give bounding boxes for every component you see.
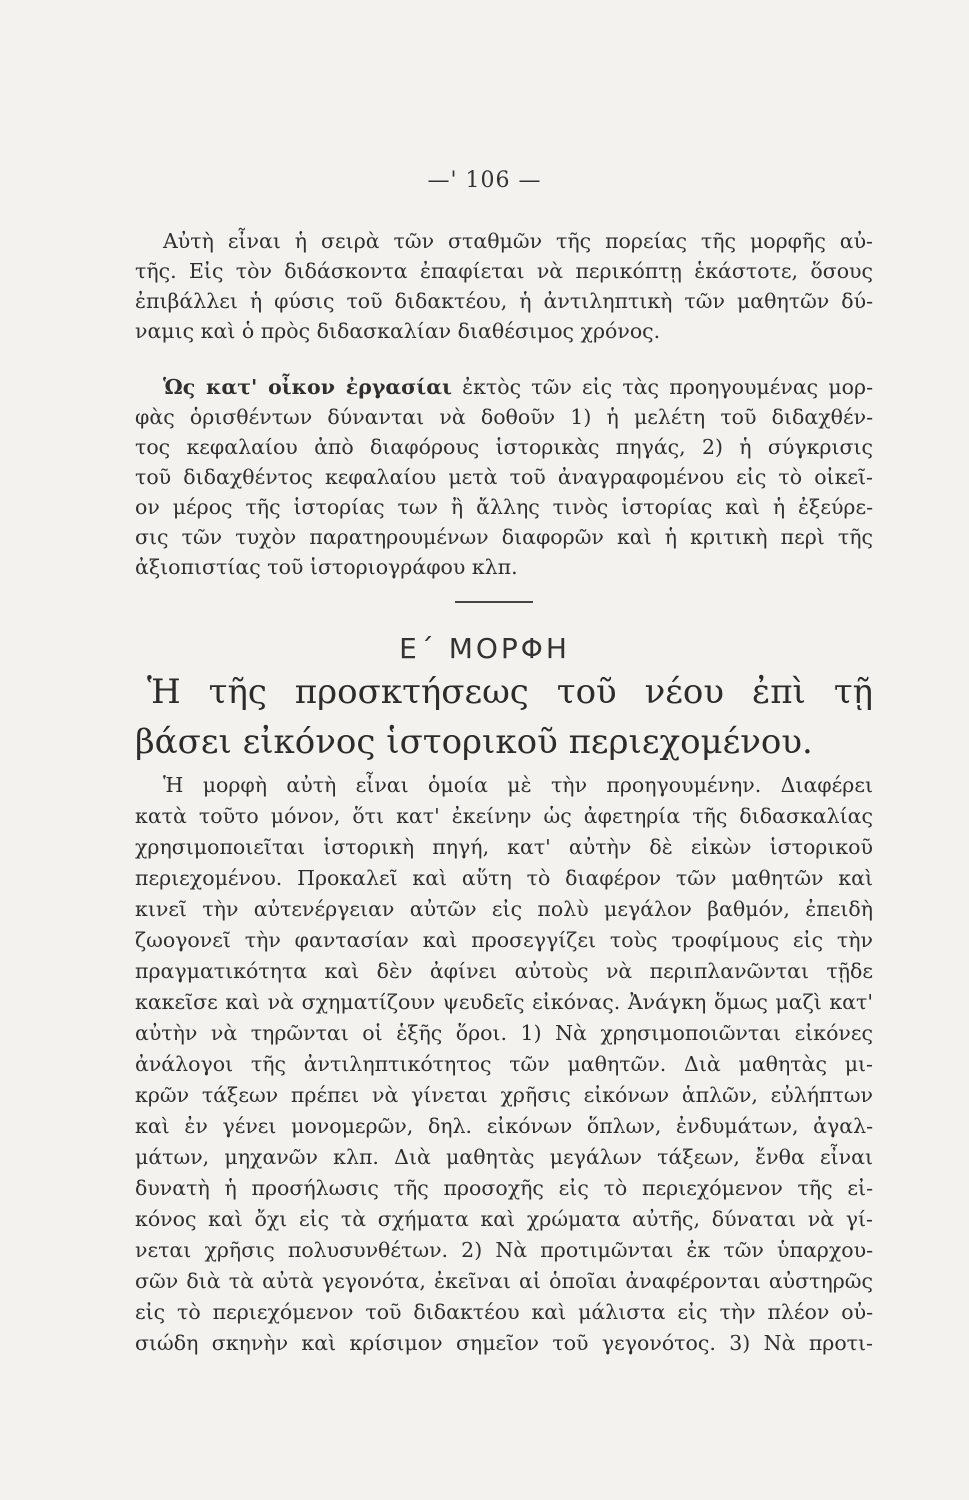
section-title-line-2: βάσει εἰκόνος ἱστορικοῦ περιεχομένου. — [135, 722, 813, 762]
text-line: κόνος καὶ ὄχι εἰς τὰ σχήματα καὶ χρώματα αὐτῆς, δύναται νὰ γί- — [135, 1207, 873, 1231]
text-line: ἀνάλογοι τῆς ἀντιληπτικότητος τῶν μαθητῶν. Διὰ μαθητὰς μι- — [135, 1052, 873, 1076]
text-line: τῆς. Εἰς τὸν διδάσκοντα ἐπαφίεται νὰ περικόπτῃ ἑκάστοτε, ὅσους — [135, 259, 873, 283]
text-line: τος κεφαλαίου ἀπὸ διαφόρους ἱστορικὰς πηγάς, 2) ἡ σύγκρισις — [135, 435, 873, 459]
text-line: κακεῖσε καὶ νὰ σχηματίζουν ψευδεῖς εἰκόνας. Ἀνάγκη ὅμως μαζὶ κατ' — [135, 990, 873, 1014]
text-line: αὐτὴν νὰ τηρῶνται οἱ ἑξῆς ὅροι. 1) Νὰ χρησιμοποιῶνται εἰκόνες — [135, 1021, 873, 1045]
text-line: σῶν διὰ τὰ αὐτὰ γεγονότα, ἐκεῖναι αἱ ὁποῖαι ἀναφέρονται αὐστηρῶς — [135, 1269, 873, 1293]
text-line — [135, 372, 873, 402]
divider-rule — [455, 601, 533, 603]
text-line: περιεχομένου. Προκαλεῖ καὶ αὕτη τὸ διαφέρον τῶν μαθητῶν καὶ — [135, 866, 873, 890]
section-heading: Ε΄ ΜΟΡΦΗ — [399, 632, 570, 665]
text-line: Ἡ μορφὴ αὐτὴ εἶναι ὁμοία μὲ τὴν προηγουμένην. Διαφέρει — [163, 773, 873, 797]
text-line: ζωογονεῖ τὴν φαντασίαν καὶ προσεγγίζει τοὺς τροφίμους εἰς τὴν — [135, 928, 873, 952]
text-line: σις τῶν τυχὸν παρατηρουμένων διαφορῶν καὶ ἡ κριτικὴ περὶ τῆς — [135, 525, 873, 549]
text-line: τοῦ διδαχθέντος κεφαλαίου μετὰ τοῦ ἀναγραφομένου εἰς τὸ οἰκεῖ- — [135, 465, 873, 489]
text-span: ἐκτὸς τῶν εἰς τὰς προηγουμένας μορ- — [451, 375, 874, 399]
text-line: καὶ ἐν γένει μονομερῶν, δηλ. εἰκόνων ὅπλων, ἐνδυμάτων, ἀγαλ- — [135, 1114, 873, 1138]
text-line: ἀξιοπιστίας τοῦ ἱστοριογράφου κλπ. — [135, 555, 518, 579]
section-title-line-1: Ἡ τῆς προσκτήσεως τοῦ νέου ἐπὶ τῇ — [147, 672, 873, 712]
text-line: ναμις καὶ ὁ πρὸς διδασκαλίαν διαθέσιμος χρόνος. — [135, 319, 661, 343]
paragraph-lead: Ὡς κατ' οἶκον ἐργασίαι — [163, 375, 452, 399]
page-number: —' 106 — — [427, 168, 542, 193]
text-line: ον μέρος τῆς ἱστορίας των ἢ ἄλλης τινὸς ἱστορίας καὶ ἡ ἐξεύρε- — [135, 495, 873, 519]
text-line: νεται χρῆσις πολυσυνθέτων. 2) Νὰ προτιμῶνται ἐκ τῶν ὑπαρχου- — [135, 1238, 873, 1262]
text-line: φὰς ὁρισθέντων δύνανται νὰ δοθοῦν 1) ἡ μελέτη τοῦ διδαχθέν- — [135, 405, 873, 429]
text-line: ἐπιβάλλει ἡ φύσις τοῦ διδακτέου, ἡ ἀντιληπτικὴ τῶν μαθητῶν δύ- — [135, 289, 873, 313]
text-line: χρησιμοποιεῖται ἱστορικὴ πηγή, κατ' αὐτὴν δὲ εἰκὼν ἱστορικοῦ — [135, 835, 873, 859]
text-line: εἰς τὸ περιεχόμενον τοῦ διδακτέου καὶ μάλιστα εἰς τὴν πλέον οὐ- — [135, 1300, 873, 1324]
text-line: κατὰ τοῦτο μόνον, ὅτι κατ' ἐκείνην ὡς ἀφετηρία τῆς διδασκαλίας — [135, 804, 873, 828]
text-line: σιώδη σκηνὴν καὶ κρίσιμον σημεῖον τοῦ γεγονότος. 3) Νὰ προτι- — [135, 1331, 873, 1355]
text-line: πραγματικότητα καὶ δὲν ἀφίνει αὐτοὺς νὰ περιπλανῶνται τῇδε — [135, 959, 873, 983]
text-line: μάτων, μηχανῶν κλπ. Διὰ μαθητὰς μεγάλων τάξεων, ἔνθα εἶναι — [135, 1145, 873, 1169]
text-line: κρῶν τάξεων πρέπει νὰ γίνεται χρῆσις εἰκόνων ἁπλῶν, εὐλήπτων — [135, 1083, 873, 1107]
text-line: κινεῖ τὴν αὐτενέργειαν αὐτῶν εἰς πολὺ μεγάλον βαθμόν, ἐπειδὴ — [135, 897, 873, 921]
text-line: δυνατὴ ἡ προσήλωσις τῆς προσοχῆς εἰς τὸ περιεχόμενον τῆς εἰ- — [135, 1176, 873, 1200]
text-line: Αὐτὴ εἶναι ἡ σειρὰ τῶν σταθμῶν τῆς πορείας τῆς μορφῆς αὐ- — [163, 229, 873, 253]
